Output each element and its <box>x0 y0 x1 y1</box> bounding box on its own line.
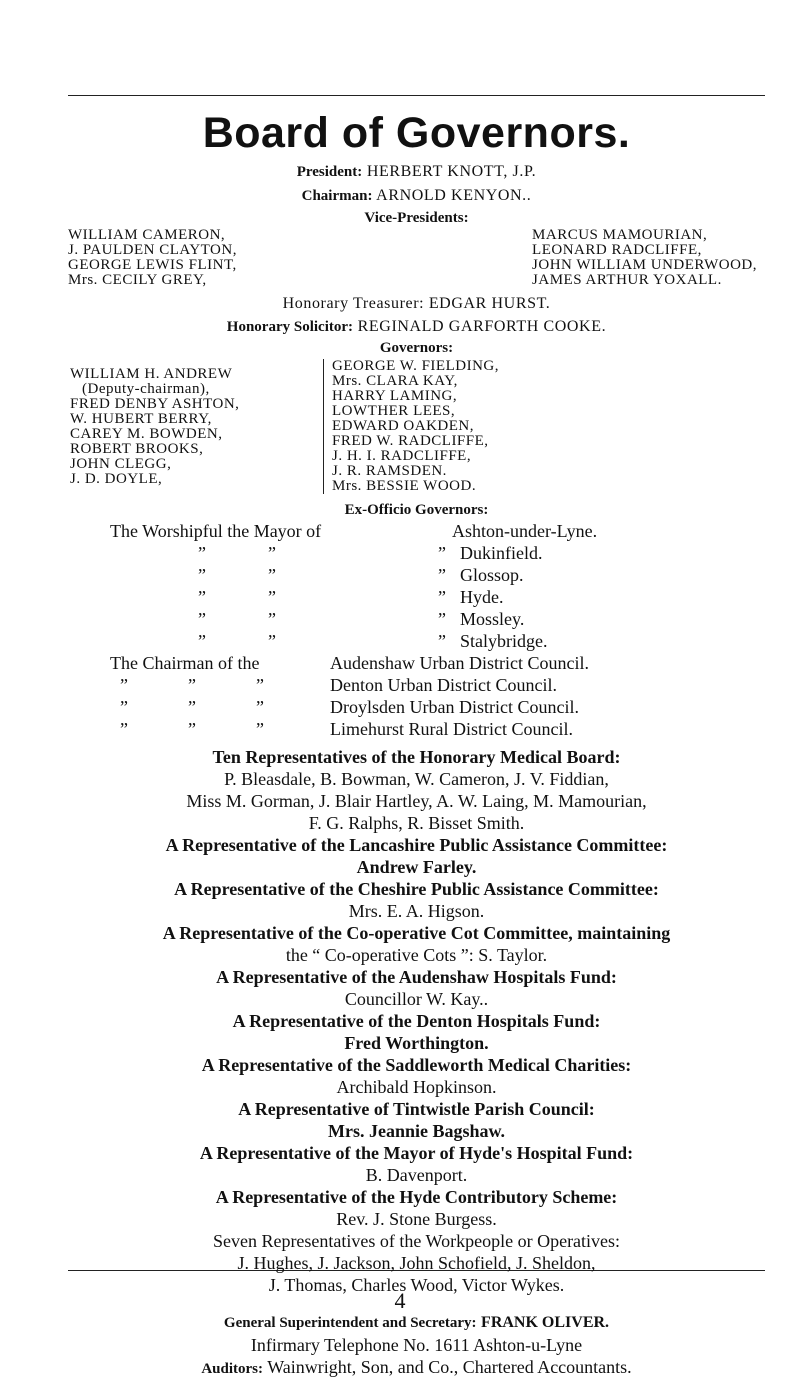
vice-presidents-right <box>532 228 757 288</box>
mayor-town: Stalybridge. <box>460 631 548 651</box>
rep-cooperative <box>68 922 765 966</box>
governors-left <box>68 359 323 494</box>
rep-denton <box>68 1010 765 1054</box>
president-name: HERBERT KNOTT, J.P. <box>366 163 537 180</box>
rep-names: B. Davenport. <box>365 1165 468 1185</box>
list-item: JAMES ARTHUR YOXALL. <box>532 272 722 288</box>
rep-names: Rev. J. Stone Burgess. <box>336 1209 497 1229</box>
rep-heading: A Representative of the Mayor of Hyde's Hospital Fund: <box>199 1143 634 1163</box>
list-item: MARCUS MAMOURIAN, <box>532 227 708 243</box>
rep-heading: A Representative of Tintwistle Parish Council: <box>238 1099 595 1119</box>
list-item: Mrs. CLARA KAY, <box>332 373 458 389</box>
rep-names: Archibald Hopkinson. <box>336 1077 497 1097</box>
rep-names: Andrew Farley. <box>356 857 477 877</box>
solicitor-label: Honorary Solicitor: <box>226 319 354 335</box>
council-row <box>68 652 765 674</box>
vice-presidents-left <box>68 228 237 288</box>
treasurer-name: EDGAR HURST. <box>428 295 551 312</box>
council-name: Limehurst Rural District Council. <box>330 719 573 739</box>
governors-list <box>68 359 765 494</box>
rep-names: the “ Co-operative Cots ”: S. Taylor. <box>285 945 548 965</box>
list-item: FRED W. RADCLIFFE, <box>332 433 489 449</box>
list-item: GEORGE W. FIELDING, <box>332 358 499 374</box>
rep-hyde-mayor <box>68 1142 765 1186</box>
council-row: ” ” ” Droylsden Urban District Council. <box>120 697 579 717</box>
rep-lancashire <box>68 834 765 878</box>
mayor-row: ” ” ” Glossop. <box>198 565 524 585</box>
list-item: LOWTHER LEES, <box>332 403 456 419</box>
rep-names: J. Hughes, J. Jackson, John Schofield, J. Sheldon, <box>237 1253 596 1273</box>
treasurer-label: Honorary Treasurer: <box>282 295 425 312</box>
rep-heading: A Representative of the Hyde Contributory Scheme: <box>215 1187 618 1207</box>
list-item: WILLIAM H. ANDREW <box>70 366 233 382</box>
telephone-line: Infirmary Telephone No. 1611 Ashton-u-Lyne <box>250 1335 583 1355</box>
rep-names: Councillor W. Kay.. <box>344 989 489 1009</box>
list-item: J. H. I. RADCLIFFE, <box>332 448 472 464</box>
rep-heading: A Representative of the Lancashire Public Assistance Committee: <box>165 835 668 855</box>
list-item: JOHN CLEGG, <box>70 456 172 472</box>
list-item: EDWARD OAKDEN, <box>332 418 474 434</box>
mayor-town: Hyde. <box>460 587 504 607</box>
mayor-town: Dukinfield. <box>460 543 543 563</box>
governors-right <box>323 359 499 494</box>
ex-officio-list <box>68 520 765 740</box>
superintendent-label: General Superintendent and Secretary: <box>223 1315 477 1331</box>
rep-tintwistle <box>68 1098 765 1142</box>
list-item: J. PAULDEN CLAYTON, <box>68 242 237 258</box>
mayor-row: ” ” ” Stalybridge. <box>198 631 548 651</box>
council-row: ” ” ” Denton Urban District Council. <box>120 675 557 695</box>
mayor-town: Glossop. <box>460 565 524 585</box>
treasurer-line <box>68 292 765 315</box>
mayor-row: ” ” ” Mossley. <box>198 609 525 629</box>
rep-names: J. Thomas, Charles Wood, Victor Wykes. <box>268 1275 565 1295</box>
rep-heading: A Representative of the Saddleworth Medical Charities: <box>201 1055 632 1075</box>
page-number: 4 <box>394 1288 406 1313</box>
list-item: WILLIAM CAMERON, <box>68 227 226 243</box>
auditors-label: Auditors: <box>201 1361 263 1377</box>
superintendent-name: FRANK OLIVER. <box>481 1314 610 1331</box>
rep-heading: A Representative of the Cheshire Public Assistance Committee: <box>174 879 659 899</box>
rep-names: P. Bleasdale, B. Bowman, W. Cameron, J. V. Fiddian, <box>224 769 609 789</box>
president-label: President: <box>296 164 363 180</box>
mayor-row: ” ” ” Hyde. <box>198 587 504 607</box>
list-item: JOHN WILLIAM UNDERWOOD, <box>532 257 757 273</box>
rep-heading: A Representative of the Denton Hospitals Fund: <box>232 1011 601 1031</box>
list-item: J. R. RAMSDEN. <box>332 463 447 479</box>
mayor-prefix: The Worshipful the Mayor of <box>110 521 322 541</box>
rep-heading: A Representative of the Audenshaw Hospitals Fund: <box>216 967 617 987</box>
rep-heading: Seven Representatives of the Workpeople or Operatives: <box>212 1231 621 1251</box>
list-item: GEORGE LEWIS FLINT, <box>68 257 237 273</box>
rep-audenshaw <box>68 966 765 1010</box>
list-item: W. HUBERT BERRY, <box>70 411 212 427</box>
chairman-prefix: The Chairman of the <box>110 653 260 673</box>
rep-names: Fred Worthington. <box>344 1033 489 1053</box>
council-name: Droylsden Urban District Council. <box>330 697 579 717</box>
mayor-row <box>68 520 765 542</box>
list-item: Mrs. BESSIE WOOD. <box>332 478 477 494</box>
council-name: Denton Urban District Council. <box>330 675 557 695</box>
rep-names: Miss M. Gorman, J. Blair Hartley, A. W. Laing, M. Mamourian, <box>186 791 647 811</box>
governors-heading: Governors: <box>379 340 454 356</box>
ex-officio-heading: Ex-Officio Governors: <box>344 502 489 518</box>
rep-medical <box>68 746 765 834</box>
list-item: FRED DENBY ASHTON, <box>70 396 240 412</box>
page-title: Board of Governors. <box>202 109 631 157</box>
vice-presidents-heading: Vice-Presidents: <box>364 210 469 226</box>
rep-names: Mrs. E. A. Higson. <box>348 901 485 921</box>
chairman-name: ARNOLD KENYON.. <box>376 187 532 204</box>
list-item: Mrs. CECILY GREY, <box>68 272 207 288</box>
mayor-town: Mossley. <box>460 609 525 629</box>
footer-info <box>68 1310 765 1380</box>
top-rule <box>68 95 765 96</box>
list-item: J. D. DOYLE, <box>70 471 163 487</box>
vice-presidents-list <box>68 228 765 288</box>
rep-heading: A Representative of the Co-operative Cot Committee, maintaining <box>162 923 671 943</box>
rep-heading: Ten Representatives of the Honorary Medical Board: <box>212 747 621 767</box>
document-page <box>68 100 765 1380</box>
rep-workpeople <box>68 1230 765 1296</box>
chairman-line <box>68 184 765 208</box>
rep-names: F. G. Ralphs, R. Bisset Smith. <box>308 813 525 833</box>
representatives-section <box>68 746 765 1296</box>
auditors-line <box>68 1356 765 1380</box>
chairman-label: Chairman: <box>301 188 373 204</box>
list-item: (Deputy-chairman), <box>82 381 210 397</box>
list-item: ROBERT BROOKS, <box>70 441 204 457</box>
council-name: Audenshaw Urban District Council. <box>330 653 589 673</box>
solicitor-name: REGINALD GARFORTH COOKE. <box>357 318 607 335</box>
president-line <box>68 160 765 184</box>
rep-saddleworth <box>68 1054 765 1098</box>
council-row: ” ” ” Limehurst Rural District Council. <box>120 719 573 739</box>
solicitor-line <box>68 315 765 339</box>
rep-names: Mrs. Jeannie Bagshaw. <box>327 1121 505 1141</box>
list-item: LEONARD RADCLIFFE, <box>532 242 702 258</box>
list-item: CAREY M. BOWDEN, <box>70 426 223 442</box>
mayor-row: ” ” ” Dukinfield. <box>198 543 543 563</box>
auditors-name: Wainwright, Son, and Co., Chartered Accountants. <box>267 1357 632 1377</box>
mayor-town: Ashton-under-Lyne. <box>452 521 598 541</box>
rep-hyde-contributory <box>68 1186 765 1230</box>
rep-cheshire <box>68 878 765 922</box>
list-item: HARRY LAMING, <box>332 388 458 404</box>
